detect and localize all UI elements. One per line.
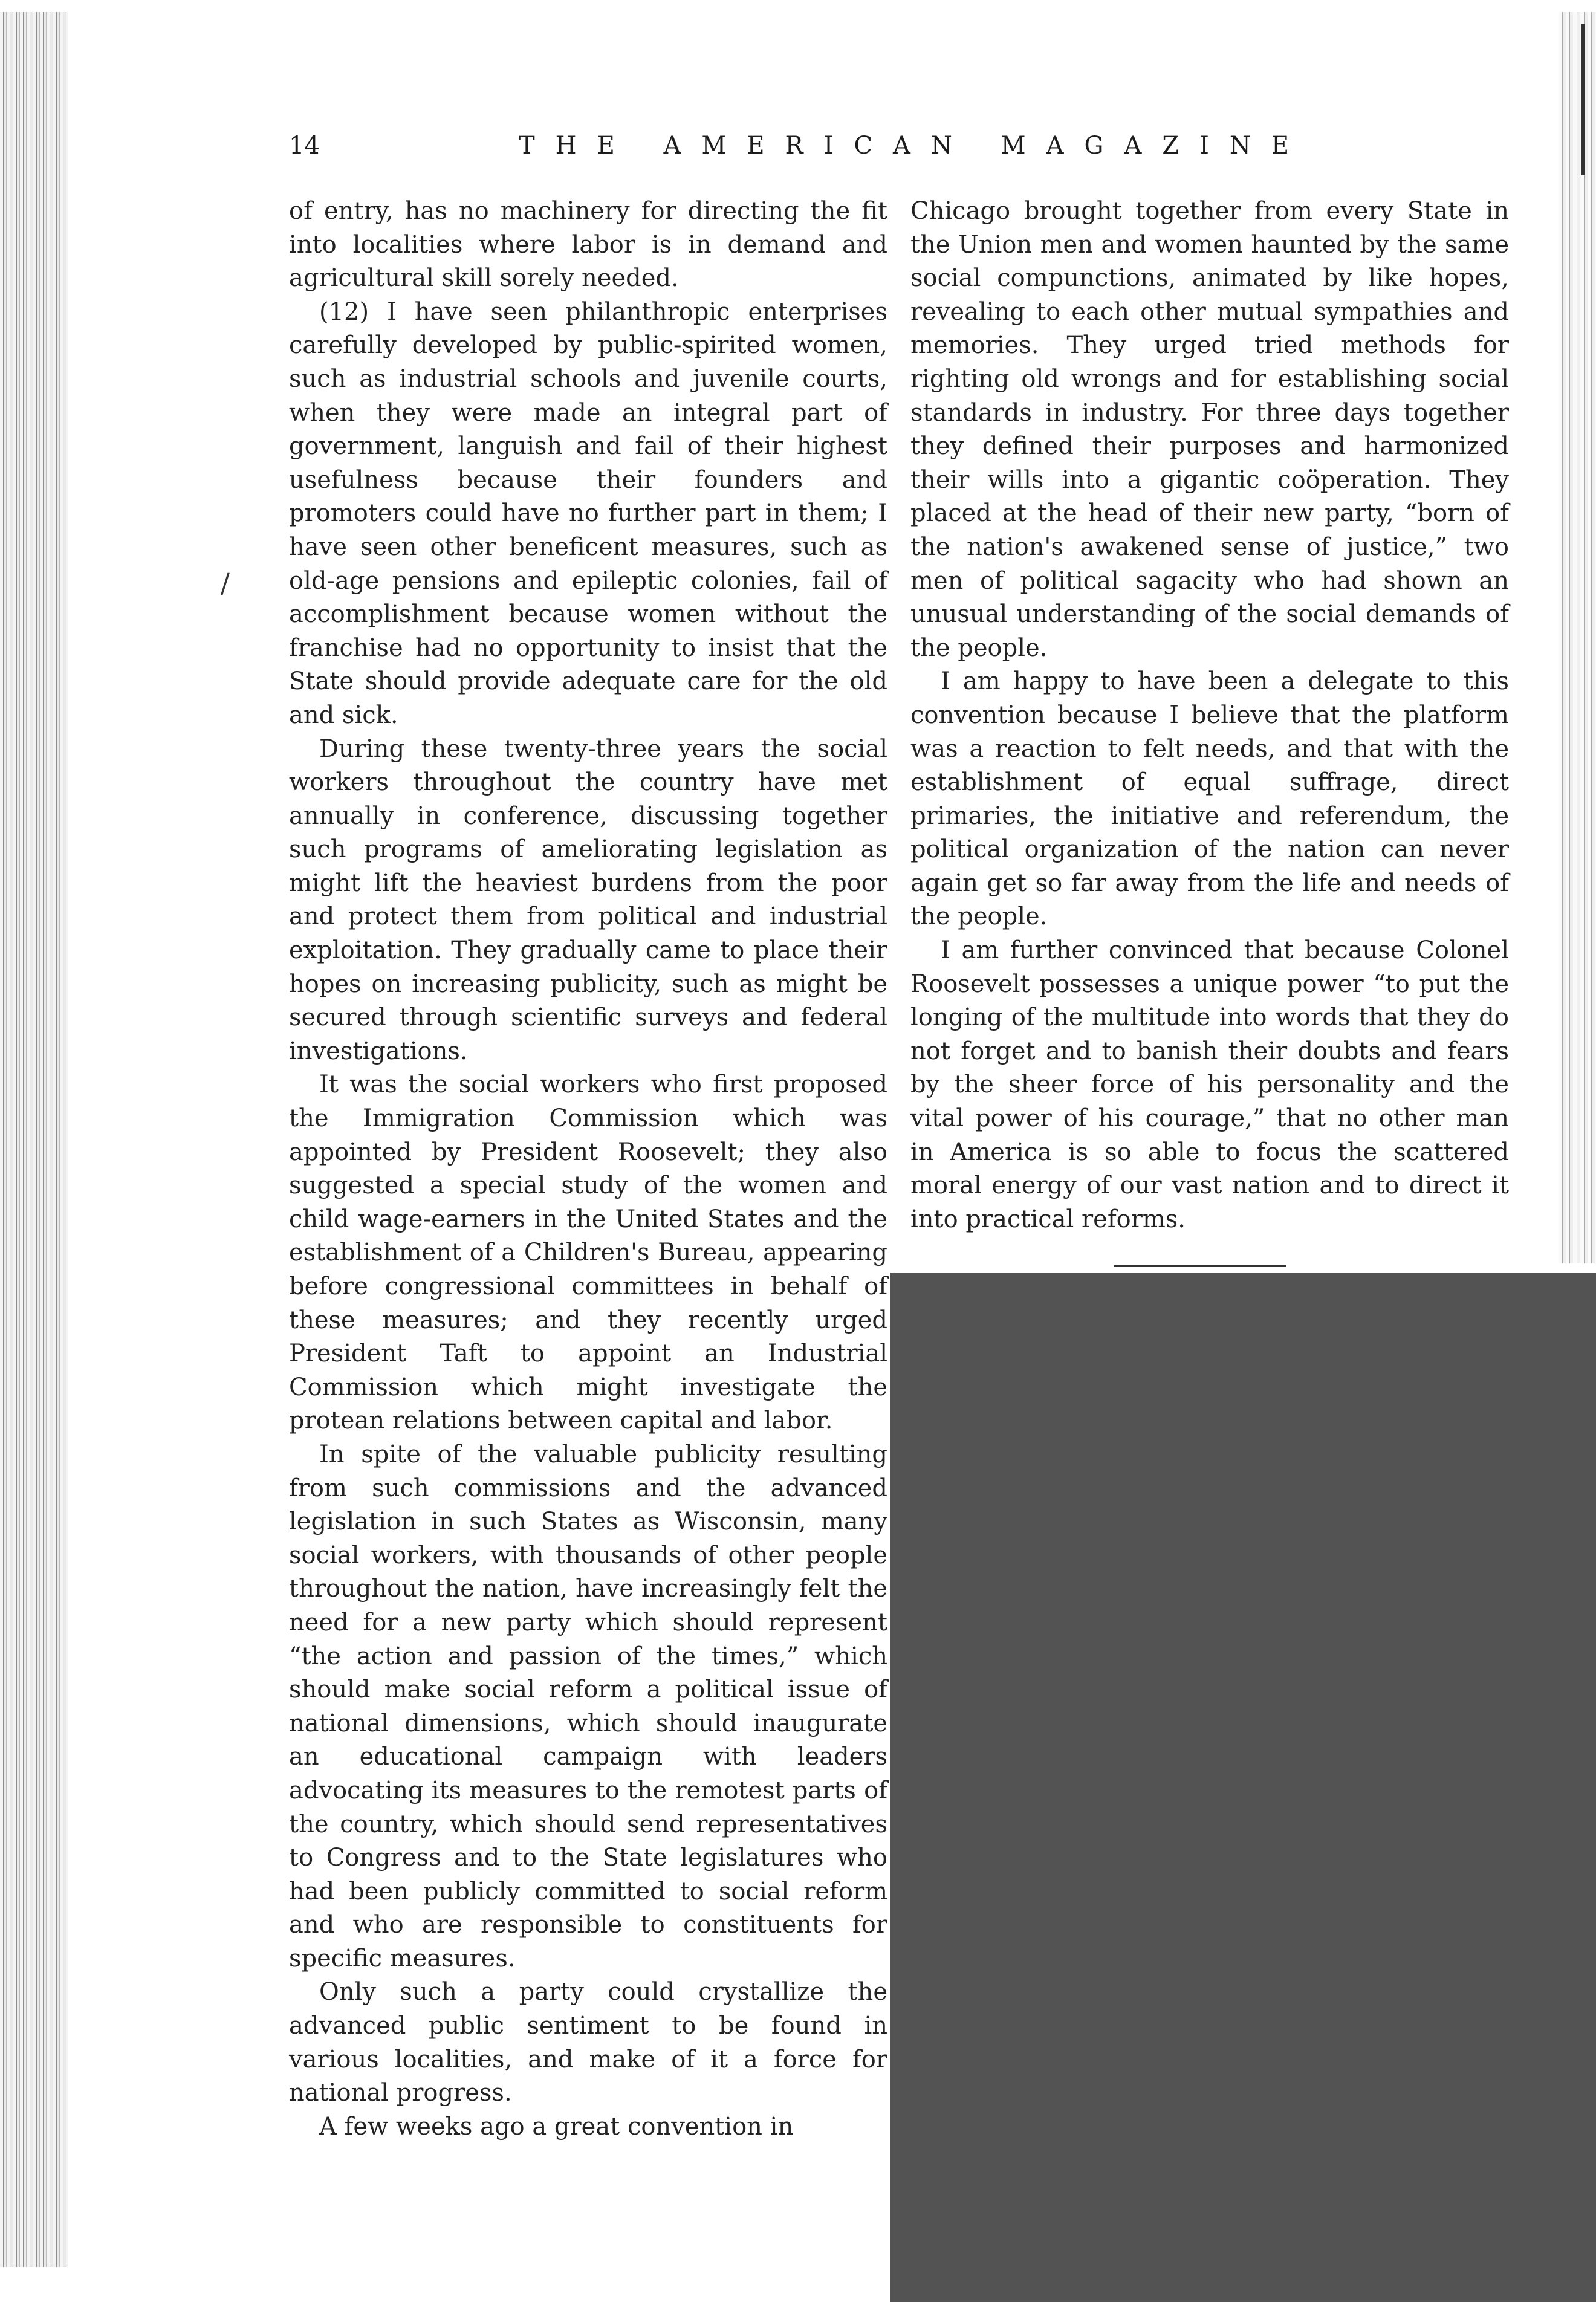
paragraph: of entry, has no machinery for directing the fit into localities where labor is in demand and agricultural skill sorely needed. xyxy=(289,197,887,293)
page-stack-edge xyxy=(0,12,68,2267)
paragraph: It was the social workers who first proposed the Immigration Commission which was appointed by President Roosevelt; they also suggested a special study of the women and child wage-earners in the United States and the establishment of a Children's Bureau, appearing before congressional committees in behalf of these measures; and they recently urged President Taft to appoint an Industrial Commission which might investigate the protean relations between capital and labor. xyxy=(289,1071,887,1435)
paragraph: Only such a party could crystallize the advanced public sentiment to be found in various localities, and make of it a force for national progress. xyxy=(289,1978,887,2107)
left-column xyxy=(289,195,887,2144)
paragraph: A few weeks ago a great convention in xyxy=(319,2112,794,2141)
paragraph: I am further convinced that because Colonel Roosevelt possesses a unique power “to put the longing of the multitude into words that they do not forget and to banish their doubts and fears by the sheer force of his personality and the vital power of his courage,” that no other man in America is so able to focus the scattered moral energy of our vast nation and to direct it into practical reforms. xyxy=(910,936,1509,1233)
scan-dark-background xyxy=(890,1273,1596,2302)
paragraph: (12) I have seen philanthropic enterprises carefully developed by public-spirited women, such as industrial schools and juvenile courts, when they were made an integral part of government, languish and fail of their highest usefulness because their founders and promoters could have no further part in them; I have seen other beneficent measures, such as old-age pensions and epileptic colonies, fail of accomplishment because women without the franchise had no opportunity to insist that the State should provide adequate care for the old and sick. xyxy=(289,297,887,729)
page-number: 14 xyxy=(289,132,320,160)
section-divider xyxy=(1114,1265,1286,1267)
paragraph: I am happy to have been a delegate to this convention because I believe that the platform was a reaction to felt needs, and that with the establishment of equal suffrage, direct primaries, the initiative and referendum, the political organization of the nation can never again get so far away from the life and needs of the people. xyxy=(910,667,1509,931)
paragraph: Chicago brought together from every State in the Union men and women haunted by the same social compunctions, animated by like hopes, revealing to each other mutual sympathies and memories. They urged tried methods for righting old wrongs and for establishing social standards in industry. For three days together they defined their purposes and harmonized their wills into a gigantic coöperation. They placed at the head of their new party, “born of the nation's awakened sense of justice,” two men of political sagacity who had shown an unusual understanding of the social demands of the people. xyxy=(910,197,1509,662)
binding-mark xyxy=(1581,24,1585,175)
top-margin xyxy=(0,0,1596,12)
magazine-title: THE AMERICAN MAGAZINE xyxy=(519,132,1310,160)
margin-mark: / xyxy=(221,568,230,599)
right-page-edge xyxy=(1559,12,1596,1263)
paragraph: In spite of the valuable publicity resulting from such commissions and the advanced legislation in such States as Wisconsin, many social workers, with thousands of other people throughout the nation, have increasingly felt the need for a new party which should represent “the action and passion of the times,” which should make social reform a political issue of national dimensions, which should inaugurate an educational campaign with leaders advocating its measures to the remotest parts of the country, which should send representatives to Congress and to the State legislatures who had been publicly committed to social reform and who are responsible to constituents for specific measures. xyxy=(289,1440,887,1973)
running-head xyxy=(289,132,1310,168)
right-column xyxy=(910,195,1509,1236)
paragraph: During these twenty-three years the social workers throughout the country have met annually in conference, discussing together such programs of ameliorating legislation as might lift the heaviest burdens from the poor and protect them from political and industrial exploitation. They gradually came to place their hopes on increasing publicity, such as might be secured through scientific surveys and federal investigations. xyxy=(289,734,887,1065)
